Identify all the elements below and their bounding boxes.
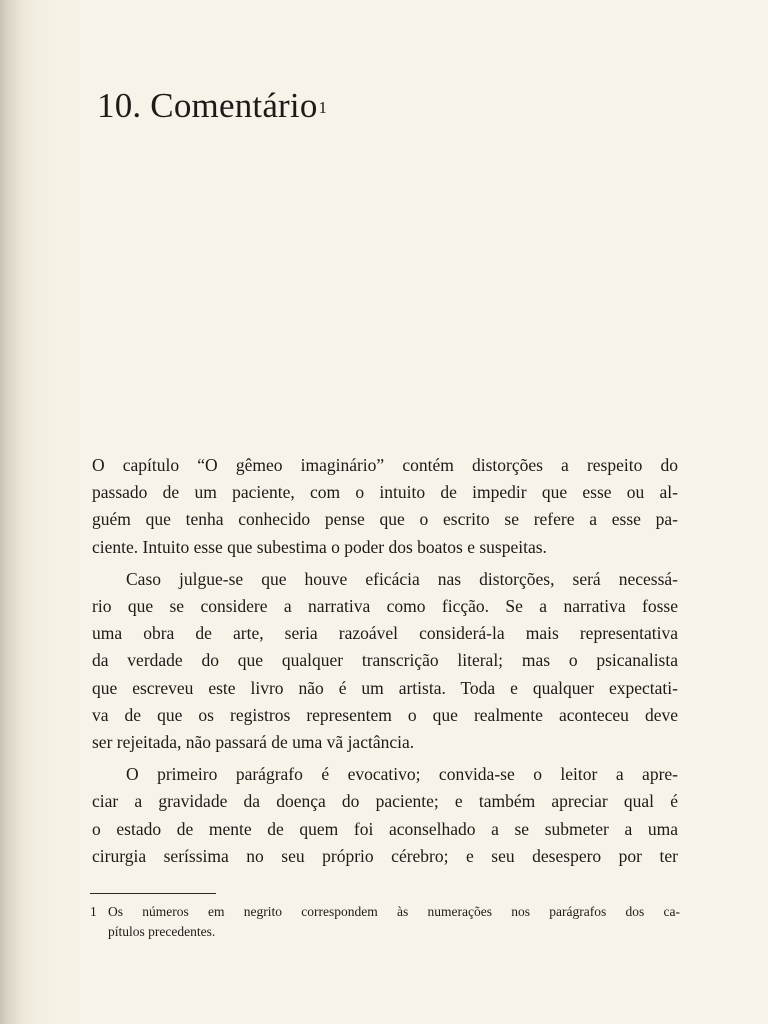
text-line: que escreveu este livro não é um artista. Toda e qualquer expectati- (92, 677, 678, 698)
text-line: uma obra de arte, seria razoável considerá-la mais representativa (92, 623, 678, 644)
footnote-reference: 1 (318, 98, 328, 117)
text-line: ciar a gravidade da doença do paciente; e também apreciar qual é (92, 791, 678, 812)
paragraph-1 (92, 452, 678, 561)
footnote-line: pítulos precedentes. (108, 924, 216, 939)
footnote-divider (90, 893, 216, 894)
text-line: guém que tenha conhecido pense que o escrito se refere a esse pa- (92, 509, 678, 530)
text-line: da verdade do que qualquer transcrição literal; mas o psicanalista (92, 650, 678, 671)
text-line: Caso julgue-se que houve eficácia nas distorções, será necessá- (126, 568, 678, 589)
footnote-number: 1 (90, 904, 97, 919)
text-line: rio que se considere a narrativa como ficção. Se a narrativa fosse (92, 596, 678, 617)
text-line: ser rejeitada, não passará de uma vã jactância. (92, 732, 415, 753)
paragraph-3 (92, 761, 678, 870)
text-line: O capítulo “O gêmeo imaginário” contém distorções a respeito do (92, 455, 678, 475)
text-line: o estado de mente de quem foi aconselhado a se submeter a uma (92, 818, 678, 839)
footnote-line: Os números em negrito correspondem às numerações nos parágrafos dos ca- (108, 904, 680, 919)
footnote-body (108, 902, 680, 942)
text-line: passado de um paciente, com o intuito de impedir que esse ou al- (92, 482, 678, 503)
footnote (90, 902, 680, 942)
body-text (92, 452, 678, 875)
chapter-title-text: 10. Comentário (97, 86, 318, 125)
text-line: O primeiro parágrafo é evocativo; convida-se o leitor a apre- (126, 764, 678, 785)
text-line: ciente. Intuito esse que subestima o poder dos boatos e suspeitas. (92, 536, 547, 557)
text-line: cirurgia seríssima no seu próprio cérebro; e seu desespero por ter (92, 845, 678, 866)
paragraph-2 (92, 566, 678, 756)
text-line: va de que os registros representem o que realmente aconteceu deve (92, 704, 678, 725)
chapter-title (97, 84, 327, 128)
